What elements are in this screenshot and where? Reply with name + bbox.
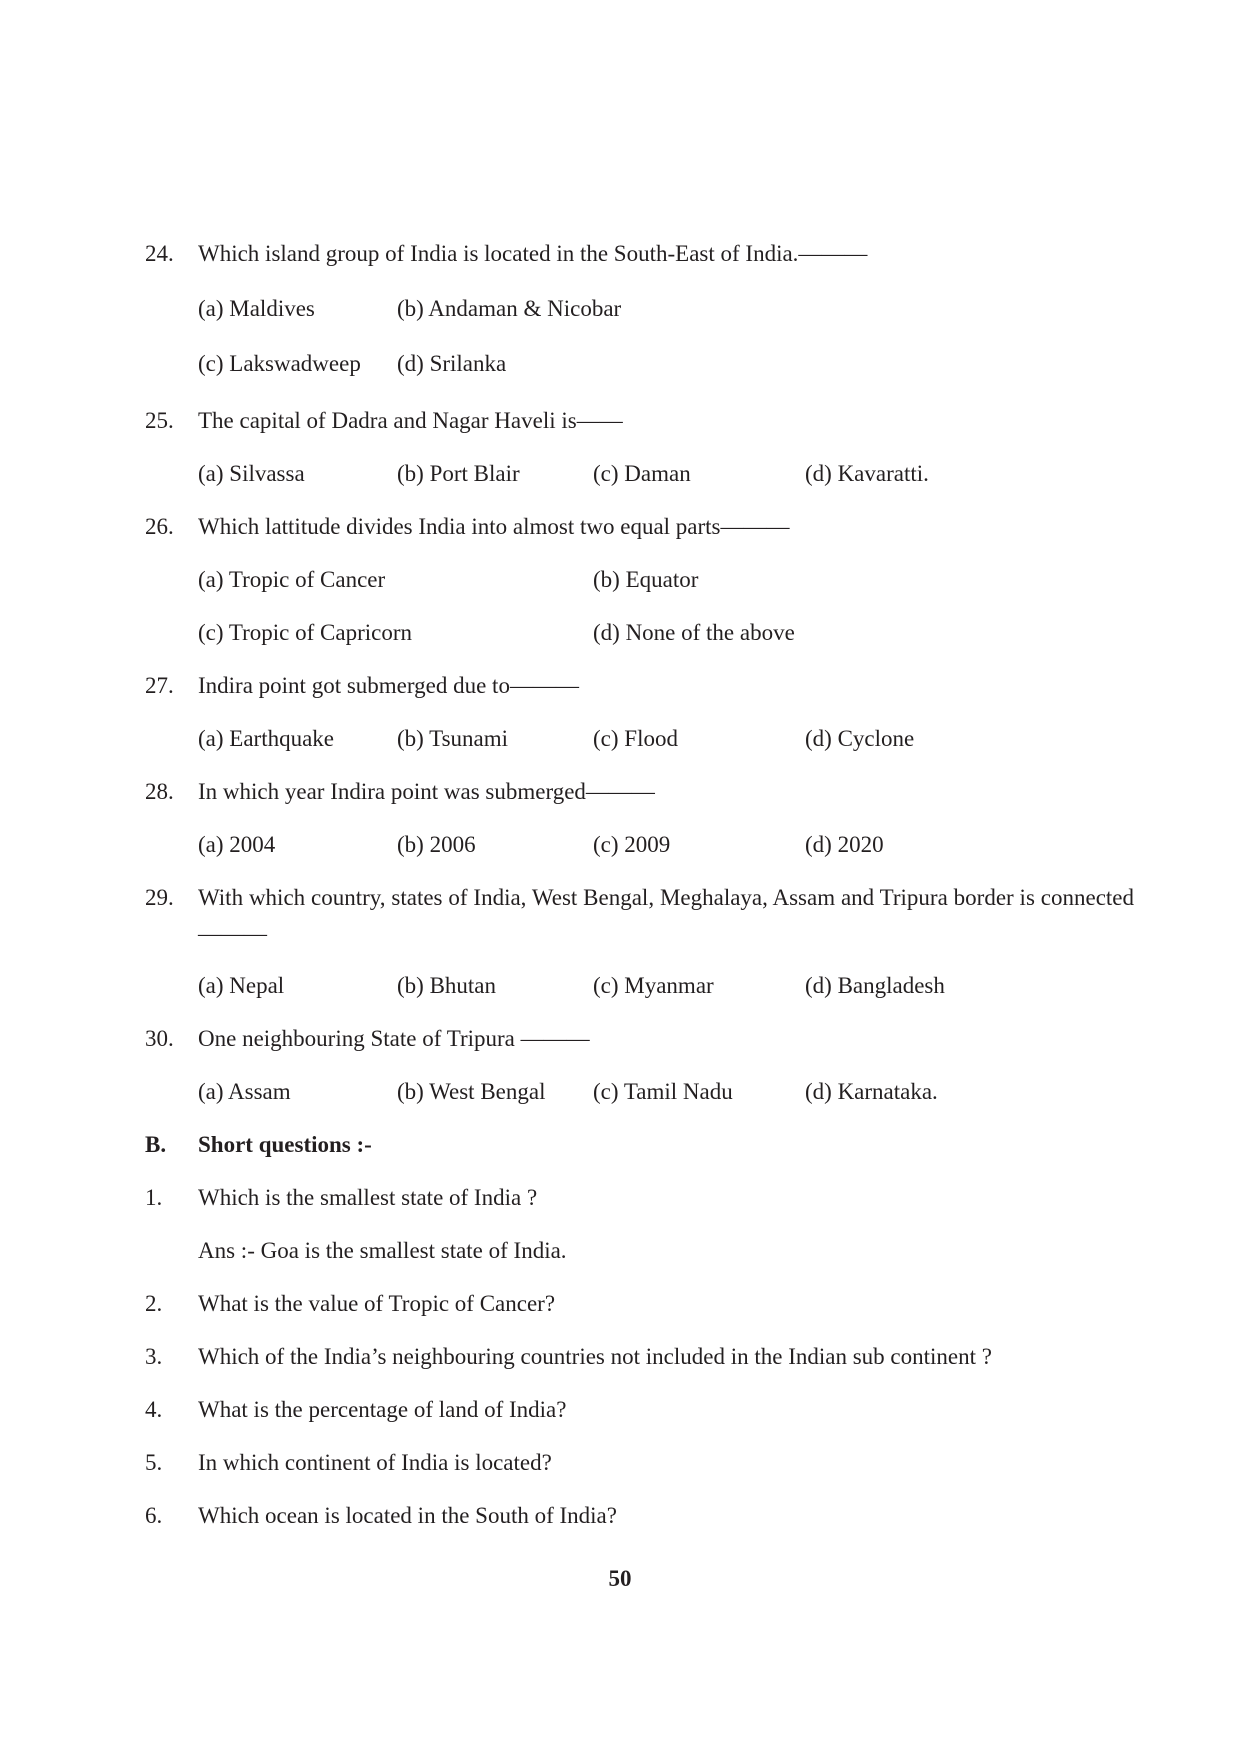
question-number: 2.	[145, 1291, 163, 1316]
question-number: 25.	[145, 408, 174, 433]
answer-text: Ans :- Goa is the smallest state of India.	[198, 1238, 567, 1263]
question-number: 3.	[145, 1344, 163, 1369]
option-a: (a) Tropic of Cancer	[198, 567, 386, 592]
question-text: One neighbouring State of Tripura ———	[198, 1026, 590, 1051]
option-a: (a) Silvassa	[198, 461, 305, 486]
option-c: (c) Tamil Nadu	[593, 1079, 733, 1104]
section-label: B.	[145, 1132, 167, 1157]
question-number: 29.	[145, 885, 174, 910]
option-b: (b) West Bengal	[397, 1079, 546, 1104]
option-d: (d) None of the above	[593, 620, 795, 645]
question-number: 4.	[145, 1397, 163, 1422]
option-c: (c) Lakswadweep	[198, 351, 361, 376]
question-number: 26.	[145, 514, 174, 539]
option-d: (d) Karnataka.	[805, 1079, 938, 1104]
option-d: (d) 2020	[805, 832, 884, 857]
option-a: (a) Nepal	[198, 973, 285, 998]
option-a: (a) Maldives	[198, 296, 315, 321]
option-c: (c) Daman	[593, 461, 691, 486]
question-number: 30.	[145, 1026, 174, 1051]
option-a: (a) Earthquake	[198, 726, 335, 751]
question-text: In which continent of India is located?	[198, 1450, 552, 1475]
option-d: (d) Srilanka	[397, 351, 507, 376]
option-b: (b) Tsunami	[397, 726, 509, 751]
question-text: Indira point got submerged due to———	[198, 673, 579, 698]
question-text: Which lattitude divides India into almost two equal parts———	[198, 514, 790, 539]
option-c: (c) Tropic of Capricorn	[198, 620, 412, 645]
question-text: Which of the India’s neighbouring countries not included in the Indian sub continent ?	[198, 1344, 992, 1369]
question-text: Which island group of India is located in the South-East of India.———	[198, 241, 868, 266]
question-number: 28.	[145, 779, 174, 804]
question-text: The capital of Dadra and Nagar Haveli is——	[198, 408, 623, 433]
question-text: What is the value of Tropic of Cancer?	[198, 1291, 556, 1316]
option-b: (b) Equator	[593, 567, 699, 592]
option-d: (d) Cyclone	[805, 726, 915, 751]
question-text: Which is the smallest state of India ?	[198, 1185, 538, 1210]
option-c: (c) Myanmar	[593, 973, 714, 998]
question-text: In which year Indira point was submerged———	[198, 779, 655, 804]
question-text: What is the percentage of land of India?	[198, 1397, 567, 1422]
question-text: Which ocean is located in the South of India?	[198, 1503, 617, 1528]
question-number: 27.	[145, 673, 174, 698]
question-text: With which country, states of India, West Bengal, Meghalaya, Assam and Tripura border is connected ———	[198, 885, 1134, 946]
question-number: 6.	[145, 1503, 163, 1528]
question-number: 1.	[145, 1185, 163, 1210]
option-d: (d) Kavaratti.	[805, 461, 929, 486]
option-c: (c) Flood	[593, 726, 678, 751]
option-b: (b) Port Blair	[397, 461, 520, 486]
question-number: 24.	[145, 241, 174, 266]
option-a: (a) 2004	[198, 832, 276, 857]
option-b: (b) 2006	[397, 832, 476, 857]
page-number: 50	[608, 1566, 632, 1591]
option-c: (c) 2009	[593, 832, 671, 857]
option-b: (b) Andaman & Nicobar	[397, 296, 622, 321]
option-d: (d) Bangladesh	[805, 973, 945, 998]
option-b: (b) Bhutan	[397, 973, 497, 998]
question-number: 5.	[145, 1450, 163, 1475]
section-title: Short questions :-	[198, 1132, 372, 1157]
option-a: (a) Assam	[198, 1079, 291, 1104]
